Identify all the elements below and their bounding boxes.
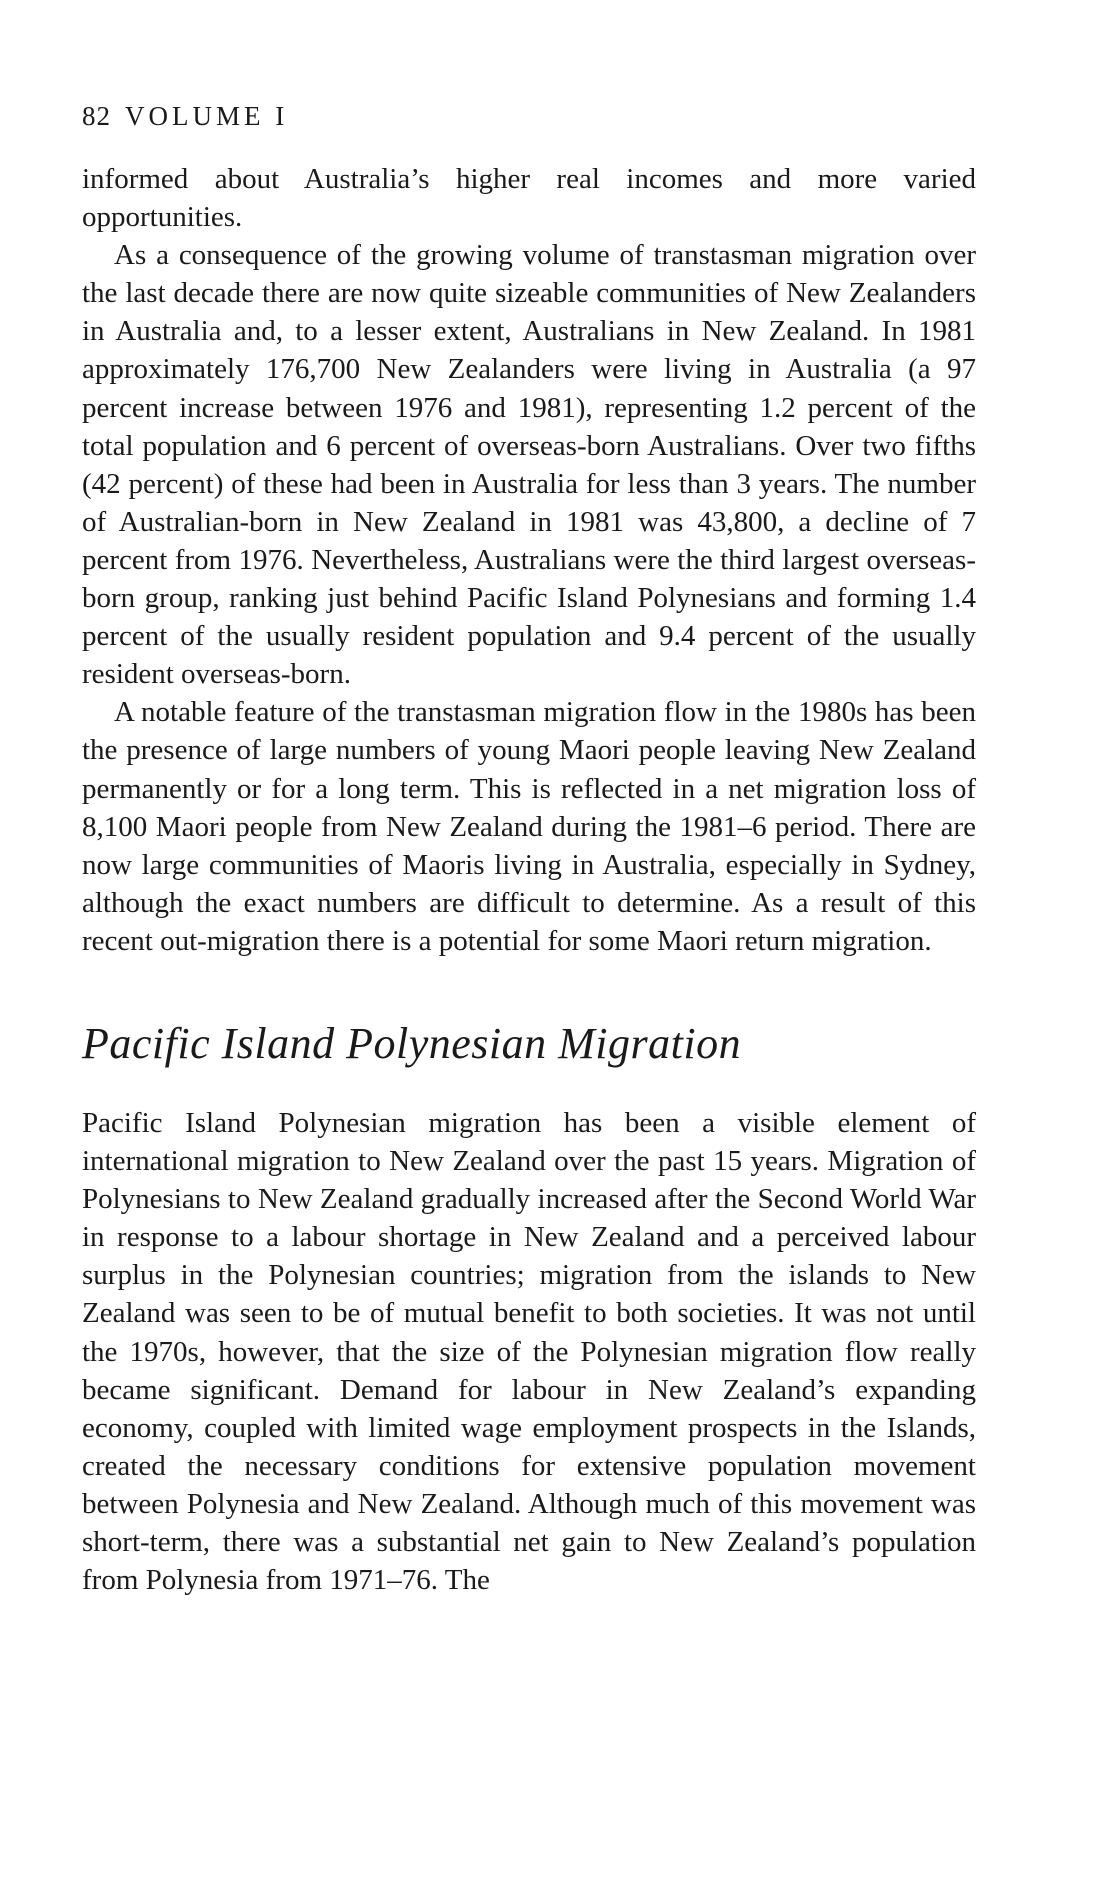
paragraph-polynesian-migration: Pacific Island Polynesian migration has been a visible element of international migration to New Zealand over the past 15 years. Migration of Polynesians to New Zealand gradually increased after the Second World War in response to a labour shortage in New Zealand and a perceived labour surplus in the Polynesian countries; migration from the islands to New Zealand was seen to be of mutual benefit to both societies. It was not until the 1970s, however, that the size of the Polynesian migration flow really became significant. Demand for labour in New Zealand’s expanding economy, coupled with limited wage employment prospects in the Islands, created the necessary conditions for extensive population movement between Polynesia and New Zealand. Although much of this movement was short-term, there was a substantial net gain to New Zealand’s population from Polynesia from 1971–76. The: [82, 1106, 976, 1597]
book-page: [82, 98, 976, 1599]
running-head: [82, 98, 976, 134]
paragraph-maori-migration: A notable feature of the transtasman migration flow in the 1980s has been the presence of large numbers of young Maori people leaving New Zealand permanently or for a long term. This is reflected in a net migration loss of 8,100 Maori people from New Zealand during the 1981–6 period. There are now large communities of Maoris living in Australia, especially in Sydney, although the exact numbers are difficult to determine. As a result of this recent out-migration there is a potential for some Maori return migration.: [82, 696, 976, 957]
volume-label: VOLUME I: [125, 101, 289, 131]
page-number: 82: [82, 101, 111, 131]
paragraph-transtasman-communities: As a consequence of the growing volume of transtasman migration over the last decade there are now quite sizeable communities of New Zealanders in Australia and, to a lesser extent, Australians in New Zealand. In 1981 approximately 176,700 New Zealanders were living in Australia (a 97 percent increase between 1976 and 1981), representing 1.2 percent of the total population and 6 percent of overseas-born Australians. Over two fifths (42 percent) of these had been in Australia for less than 3 years. The number of Australian-born in New Zealand in 1981 was 43,800, a decline of 7 percent from 1976. Nevertheless, Australians were the third largest overseas-born group, ranking just behind Pacific Island Polynesians and forming 1.4 percent of the usually resident population and 9.4 percent of the usually resident overseas-born.: [82, 239, 976, 691]
section-heading: Pacific Island Polynesian Migration: [82, 1018, 742, 1068]
paragraph-continued: informed about Australia’s higher real incomes and more varied opportunities.: [82, 163, 976, 234]
